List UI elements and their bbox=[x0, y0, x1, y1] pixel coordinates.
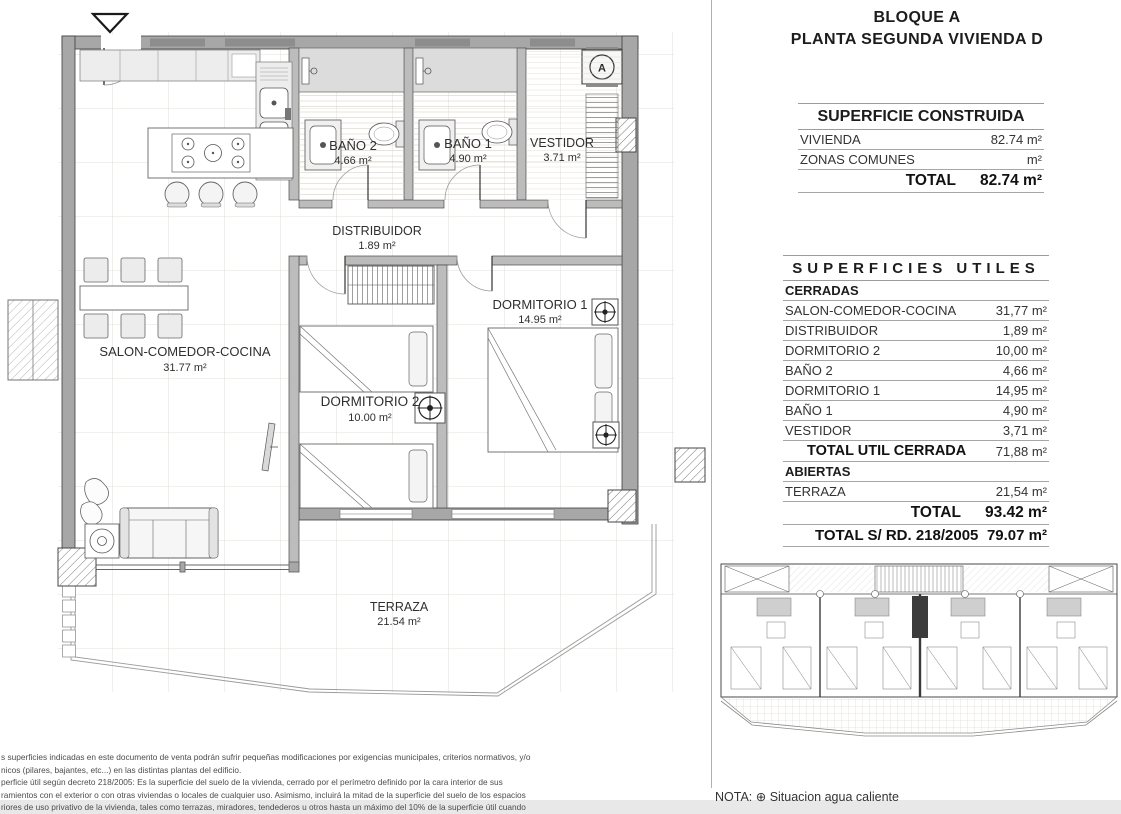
bar-stools bbox=[165, 182, 257, 207]
table-row bbox=[783, 341, 1049, 361]
keyplan-stairs bbox=[875, 566, 963, 592]
north-arrow-icon bbox=[93, 14, 127, 32]
row-value: 31,77 m² bbox=[995, 303, 1047, 318]
footnote-line: nicos (pilares, bajantes, etc...) en las distintas plantas del edificio. bbox=[1, 764, 242, 775]
hot-water-icon bbox=[592, 299, 618, 325]
usable-area-table-title: SUPERFICIES UTILES bbox=[783, 256, 1049, 281]
table-total-row bbox=[783, 502, 1049, 525]
built-area-table bbox=[798, 103, 1044, 193]
dining-set bbox=[80, 258, 188, 338]
row-label: DORMITORIO 2 bbox=[785, 343, 881, 358]
row-value: m² bbox=[1026, 152, 1042, 167]
wardrobe-dorm2 bbox=[348, 266, 434, 304]
section-header-row bbox=[783, 462, 1049, 482]
total-value: 93.42 m² bbox=[984, 504, 1047, 521]
hot-water-icon bbox=[415, 393, 445, 423]
section-label: ABIERTAS bbox=[785, 464, 851, 479]
room-label: BAÑO 2 bbox=[329, 138, 377, 153]
keyplan-elevator bbox=[912, 596, 928, 638]
table-row bbox=[783, 321, 1049, 341]
hot-water-note: NOTA: ⊕ Situacion agua caliente bbox=[715, 790, 899, 804]
room-area: 21.54 m² bbox=[377, 616, 421, 628]
row-label: SALON-COMEDOR-COCINA bbox=[785, 303, 957, 318]
table-total-row bbox=[798, 170, 1044, 193]
summary-panel bbox=[713, 0, 1121, 804]
table-row bbox=[783, 421, 1049, 441]
total-label: TOTAL bbox=[905, 172, 956, 189]
row-value: 82.74 m² bbox=[990, 132, 1042, 147]
rd-total-row bbox=[783, 525, 1049, 547]
row-value: 1,89 m² bbox=[1002, 323, 1047, 338]
footnote-line: s superficies indicadas en este documento de venta podrán sufrir pequeñas modificaciones por exigencias municipales, criterios normativos, y/o bbox=[1, 752, 531, 762]
kitchen-cabinets bbox=[80, 50, 260, 81]
usable-area-table bbox=[783, 255, 1049, 547]
room-label: DISTRIBUIDOR bbox=[332, 224, 422, 238]
room-label: TERRAZA bbox=[369, 600, 429, 614]
row-label: VESTIDOR bbox=[785, 423, 852, 438]
row-label: DORMITORIO 1 bbox=[785, 383, 881, 398]
table-row bbox=[783, 381, 1049, 401]
row-value: 10,00 m² bbox=[995, 343, 1047, 358]
table-row bbox=[798, 130, 1044, 150]
sofa bbox=[120, 508, 218, 558]
room-area: 31.77 m² bbox=[163, 362, 207, 374]
sheet-title bbox=[713, 7, 1121, 51]
row-value: 3,71 m² bbox=[1002, 423, 1047, 438]
row-value: 4,66 m² bbox=[1002, 363, 1047, 378]
total-value: 82.74 m² bbox=[979, 172, 1042, 189]
total-label: TOTAL S/ RD. 218/2005 bbox=[815, 527, 979, 544]
row-label: ZONAS COMUNES bbox=[800, 152, 915, 167]
section-header-row bbox=[783, 281, 1049, 301]
row-label: BAÑO 2 bbox=[785, 363, 833, 378]
key-plan-thumbnail bbox=[715, 552, 1121, 742]
room-label: DORMITORIO 2 bbox=[320, 394, 420, 409]
room-area: 4.66 m² bbox=[334, 155, 372, 167]
facade-window-box bbox=[8, 300, 58, 380]
closed-total-row bbox=[783, 441, 1049, 462]
room-label: BAÑO 1 bbox=[444, 136, 492, 151]
side-table bbox=[85, 524, 119, 558]
room-label: DORMITORIO 1 bbox=[492, 297, 588, 312]
table-row bbox=[783, 482, 1049, 502]
room-area: 3.71 m² bbox=[543, 152, 581, 164]
row-label: BAÑO 1 bbox=[785, 403, 833, 418]
sheet-title-line1: BLOQUE A bbox=[873, 9, 961, 26]
total-value: 71,88 m² bbox=[995, 443, 1047, 459]
sheet-title-line2: PLANTA SEGUNDA VIVIENDA D bbox=[790, 31, 1044, 48]
hot-water-icon bbox=[593, 422, 619, 448]
bed-dorm2-b bbox=[300, 444, 433, 508]
page-divider bbox=[711, 0, 712, 788]
row-label: TERRAZA bbox=[785, 484, 846, 499]
room-area: 4.90 m² bbox=[449, 153, 487, 165]
kitchen-island bbox=[148, 128, 293, 178]
footnote-line: ramientos con el exterior o con otras viviendas o locales de cualquier uso. Asimismo, incluirá la mitad de la superficie del suelo de los espacios bbox=[1, 789, 526, 800]
row-label: DISTRIBUIDOR bbox=[785, 323, 879, 338]
footnote-line: perficie útil según decreto 218/2005: Es la superficie del suelo de la vivienda, cerrado por el perímetro definido por la cara interior de sus bbox=[1, 777, 503, 787]
table-row bbox=[783, 301, 1049, 321]
room-area: 14.95 m² bbox=[518, 314, 562, 326]
total-value: 79.07 m² bbox=[986, 527, 1047, 544]
row-label: VIVIENDA bbox=[800, 132, 861, 147]
shower-bano2 bbox=[299, 48, 404, 92]
built-area-table-title: SUPERFICIE CONSTRUIDA bbox=[798, 104, 1044, 130]
total-label: TOTAL bbox=[910, 504, 961, 521]
row-value: 4,90 m² bbox=[1002, 403, 1047, 418]
row-value: 14,95 m² bbox=[995, 383, 1047, 398]
table-row bbox=[798, 150, 1044, 170]
entrance-opening bbox=[101, 35, 141, 50]
room-area: 10.00 m² bbox=[348, 412, 392, 424]
table-row bbox=[783, 361, 1049, 381]
room-label: VESTIDOR bbox=[530, 136, 594, 150]
room-area: 1.89 m² bbox=[358, 240, 396, 252]
table-row bbox=[783, 401, 1049, 421]
legal-footnotes bbox=[1, 751, 593, 814]
row-value: 21,54 m² bbox=[995, 484, 1047, 499]
total-label: TOTAL UTIL CERRADA bbox=[807, 443, 967, 459]
footnote-line: riores de uso privativo de la vivienda, tales como terrazas, miradores, tendederos u otros hasta un máximo del 10% de la superficie útil cuando bbox=[1, 802, 526, 812]
keyplan-terrace bbox=[721, 697, 1117, 736]
keyplan-roof-hatch bbox=[725, 566, 1113, 592]
shower-bano1 bbox=[413, 48, 517, 92]
room-label: SALON-COMEDOR-COCINA bbox=[99, 344, 271, 359]
section-label: CERRADAS bbox=[785, 283, 859, 298]
bed-dorm2-a bbox=[300, 326, 433, 392]
